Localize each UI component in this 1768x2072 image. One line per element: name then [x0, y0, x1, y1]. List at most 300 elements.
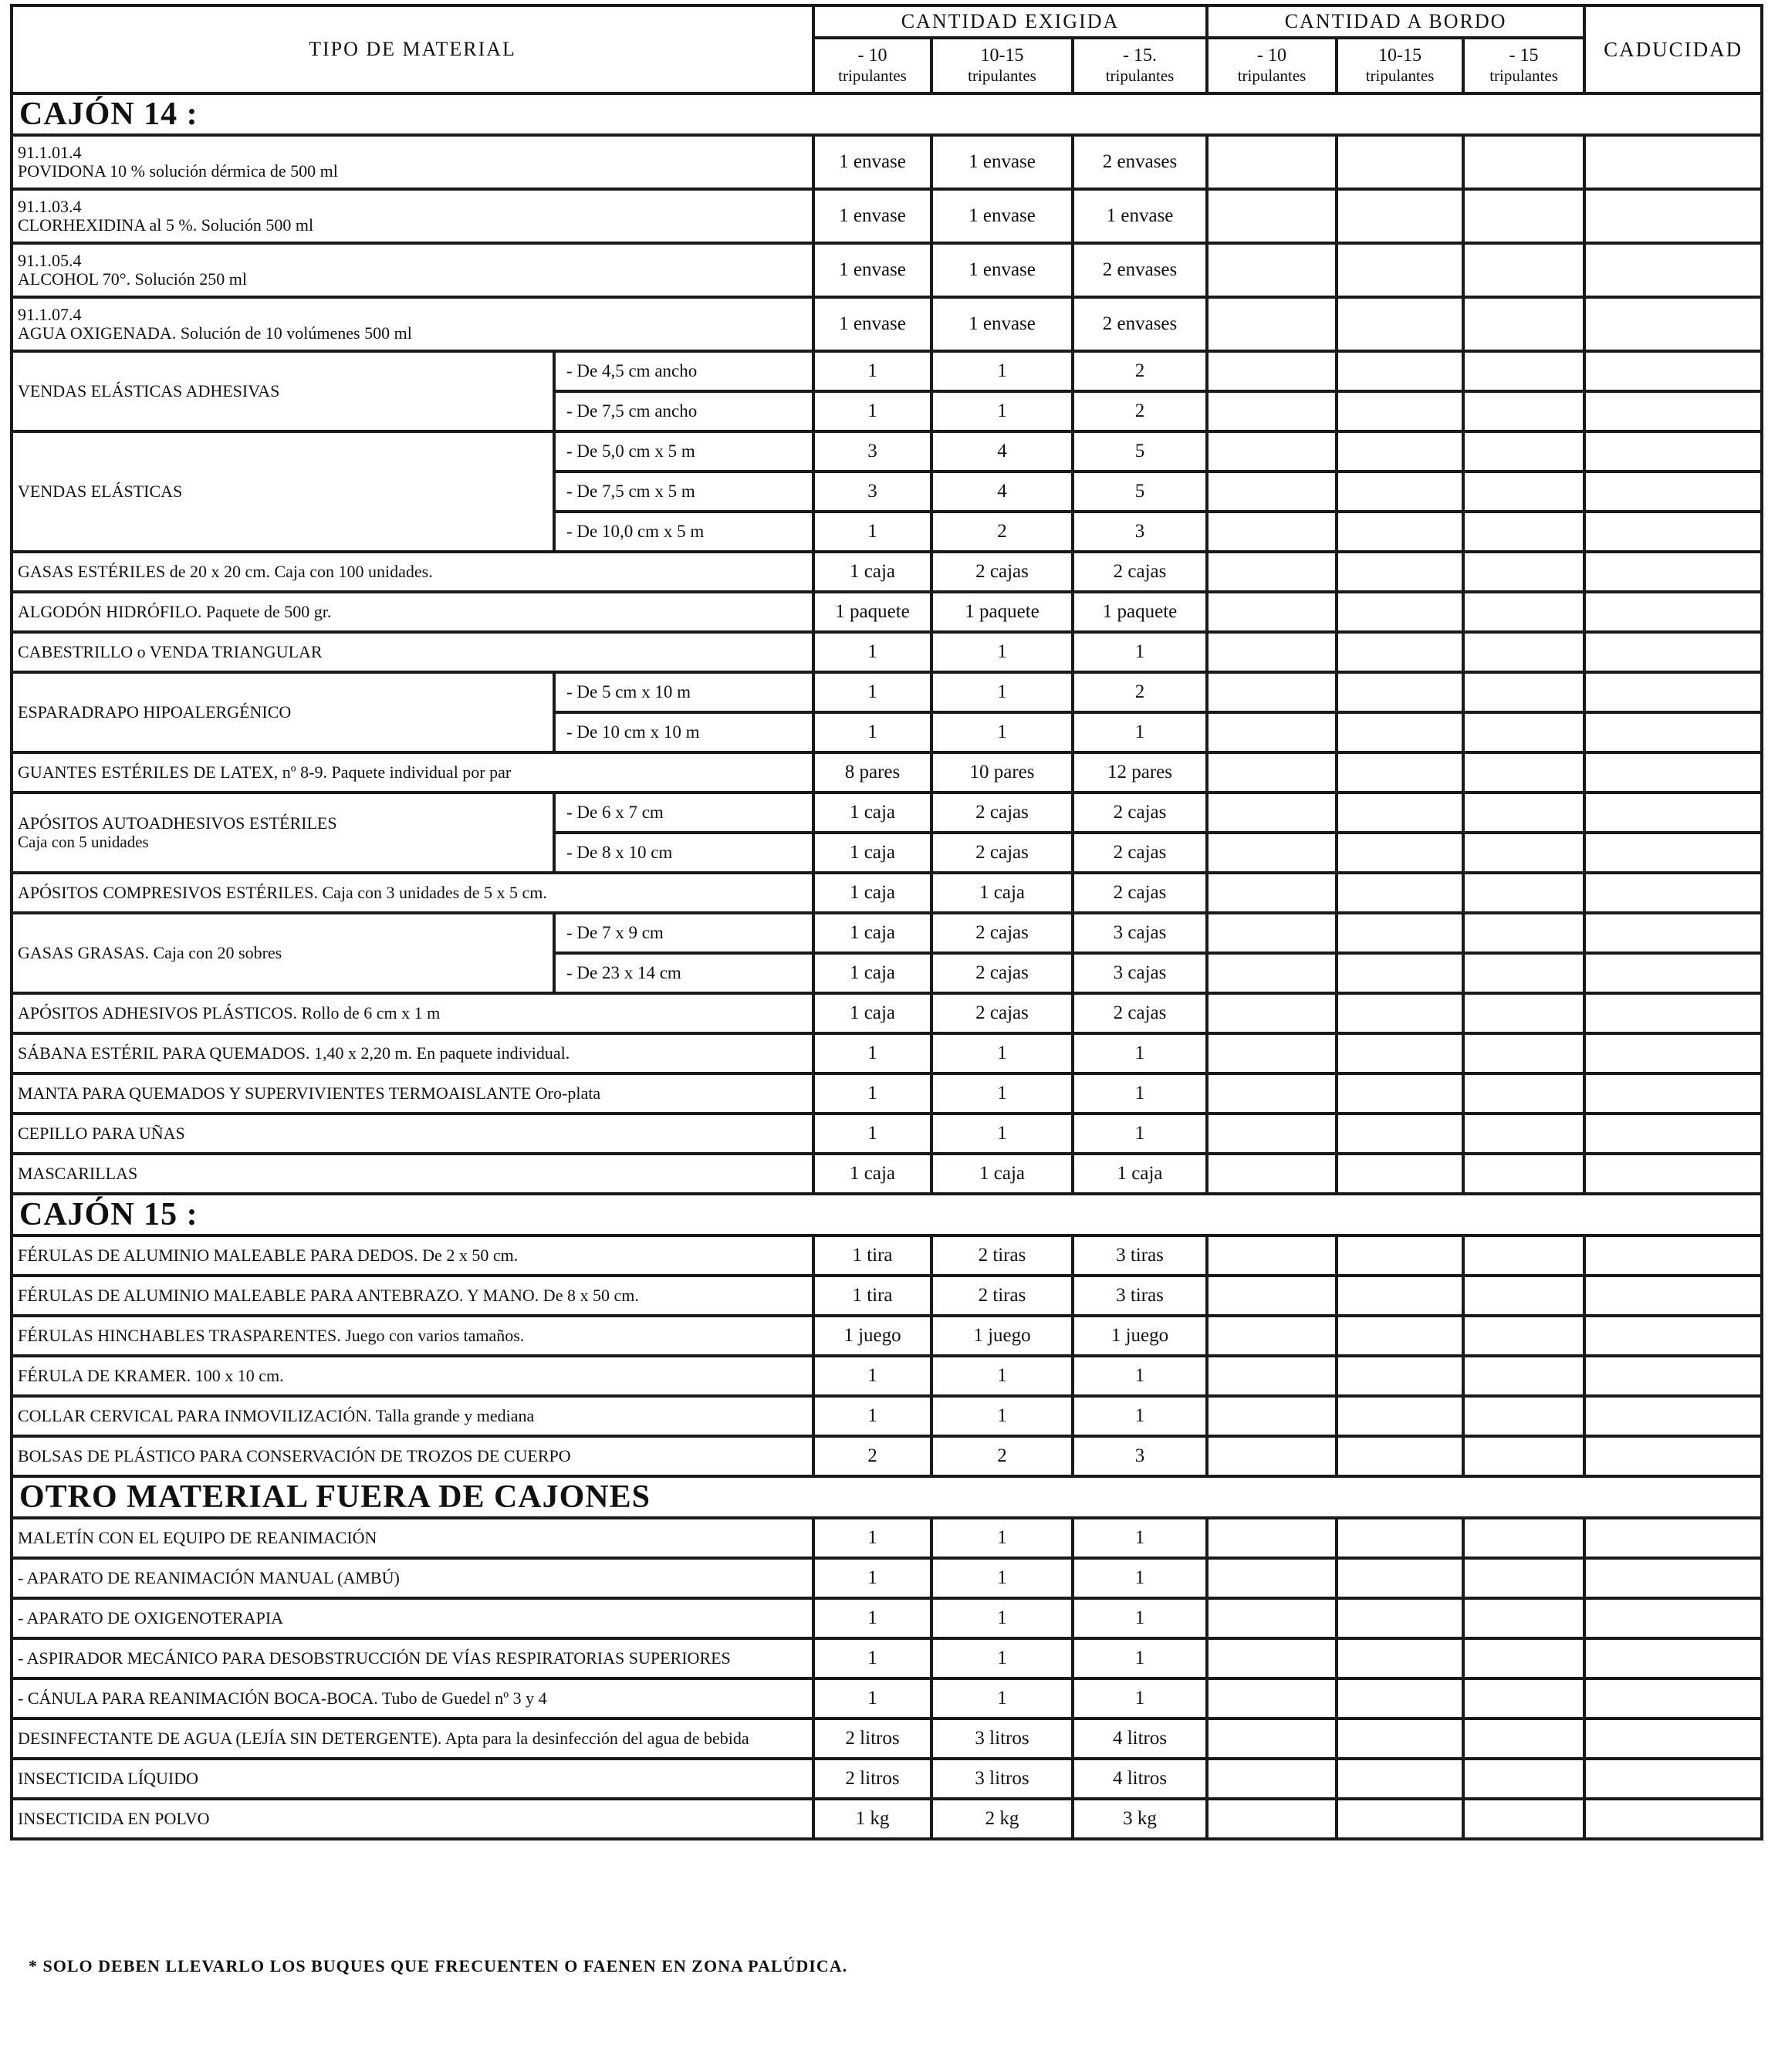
on-board-qty-cell[interactable] [1337, 873, 1463, 913]
expiry-cell[interactable] [1584, 391, 1762, 431]
on-board-qty-cell[interactable] [1337, 1638, 1463, 1678]
on-board-qty-cell[interactable] [1463, 793, 1584, 833]
item-name: GUANTES ESTÉRILES DE LATEX, nº 8-9. Paquete individual por par [12, 752, 813, 793]
on-board-qty-cell[interactable] [1463, 1396, 1584, 1436]
on-board-qty-cell[interactable] [1337, 1799, 1463, 1839]
required-qty: 1 envase [813, 189, 931, 243]
required-qty: 2 envases [1073, 297, 1207, 351]
table-row [12, 1719, 1762, 1759]
required-qty: 3 tiras [1073, 1276, 1207, 1316]
on-board-qty-cell[interactable] [1207, 1598, 1337, 1638]
inventory-sheet [10, 4, 1760, 1840]
required-qty: 1 [813, 1073, 931, 1114]
on-board-qty-cell[interactable] [1207, 793, 1337, 833]
expiry-cell[interactable] [1584, 431, 1762, 472]
on-board-qty-cell[interactable] [1207, 1678, 1337, 1719]
on-board-qty-cell[interactable] [1337, 632, 1463, 672]
on-board-qty-cell[interactable] [1337, 993, 1463, 1033]
item-name: MASCARILLAS [12, 1154, 813, 1194]
required-qty: 1 [931, 1678, 1073, 1719]
on-board-qty-cell[interactable] [1337, 189, 1463, 243]
on-board-qty-cell[interactable] [1337, 1073, 1463, 1114]
required-qty: 2 cajas [931, 993, 1073, 1033]
on-board-qty-cell[interactable] [1463, 592, 1584, 632]
on-board-qty-cell[interactable] [1463, 243, 1584, 297]
item-size: - De 5 cm x 10 m [554, 672, 813, 712]
inventory-table [10, 4, 1763, 1840]
required-qty: 1 [1073, 712, 1207, 752]
required-qty: 1 [1073, 1598, 1207, 1638]
table-row [12, 1759, 1762, 1799]
table-row [12, 1276, 1762, 1316]
on-board-qty-cell[interactable] [1463, 873, 1584, 913]
on-board-qty-cell[interactable] [1337, 1396, 1463, 1436]
table-row [12, 1558, 1762, 1598]
item-size: - De 6 x 7 cm [554, 793, 813, 833]
item-name: INSECTICIDA EN POLVO [12, 1799, 813, 1839]
table-row [12, 1396, 1762, 1436]
on-board-qty-cell[interactable] [1207, 297, 1337, 351]
required-qty: 1 [931, 1033, 1073, 1073]
required-qty: 1 envase [1073, 189, 1207, 243]
on-board-qty-cell[interactable] [1337, 351, 1463, 391]
on-board-qty-cell[interactable] [1463, 1719, 1584, 1759]
expiry-cell[interactable] [1584, 135, 1762, 189]
required-qty: 1 caja [813, 993, 931, 1033]
required-qty: 10 pares [931, 752, 1073, 793]
expiry-cell[interactable] [1584, 1759, 1762, 1799]
table-row [12, 672, 1762, 712]
item-name: ALCOHOL 70°. Solución 250 ml [18, 269, 248, 289]
item-note: Caja con 5 unidades [18, 833, 149, 851]
required-qty: 2 cajas [1073, 993, 1207, 1033]
item-name: BOLSAS DE PLÁSTICO PARA CONSERVACIÓN DE TROZOS DE CUERPO [12, 1436, 813, 1476]
on-board-qty-cell[interactable] [1463, 672, 1584, 712]
on-board-qty-cell[interactable] [1463, 351, 1584, 391]
on-board-qty-cell[interactable] [1207, 135, 1337, 189]
table-row [12, 1316, 1762, 1356]
required-qty: 3 cajas [1073, 953, 1207, 993]
expiry-cell[interactable] [1584, 1316, 1762, 1356]
required-qty: 4 litros [1073, 1759, 1207, 1799]
expiry-cell[interactable] [1584, 953, 1762, 993]
expiry-cell[interactable] [1584, 752, 1762, 793]
required-qty: 1 caja [1073, 1154, 1207, 1194]
required-qty: 1 caja [813, 833, 931, 873]
expiry-cell[interactable] [1584, 712, 1762, 752]
expiry-cell[interactable] [1584, 1638, 1762, 1678]
expiry-cell[interactable] [1584, 1518, 1762, 1558]
table-row [12, 135, 1762, 189]
required-qty: 4 [931, 431, 1073, 472]
required-qty: 1 envase [931, 243, 1073, 297]
on-board-qty-cell[interactable] [1463, 189, 1584, 243]
on-board-qty-cell[interactable] [1463, 752, 1584, 793]
on-board-qty-cell[interactable] [1463, 993, 1584, 1033]
required-qty: 2 tiras [931, 1235, 1073, 1276]
item-name: MANTA PARA QUEMADOS Y SUPERVIVIENTES TERMOAISLANTE Oro-plata [12, 1073, 813, 1114]
required-qty: 1 envase [813, 243, 931, 297]
expiry-cell[interactable] [1584, 351, 1762, 391]
section-row [12, 1476, 1762, 1518]
table-row [12, 243, 1762, 297]
table-row [12, 351, 1762, 391]
required-qty: 2 tiras [931, 1276, 1073, 1316]
item-group-name [12, 913, 554, 993]
on-board-qty-cell[interactable] [1463, 1638, 1584, 1678]
expiry-cell[interactable] [1584, 1033, 1762, 1073]
on-board-qty-cell[interactable] [1337, 1436, 1463, 1476]
required-qty: 2 [1073, 672, 1207, 712]
on-board-qty-cell[interactable] [1207, 672, 1337, 712]
on-board-qty-cell[interactable] [1337, 552, 1463, 592]
item-description [12, 297, 813, 351]
required-qty: 2 cajas [1073, 833, 1207, 873]
item-description [12, 189, 813, 243]
on-board-qty-cell[interactable] [1463, 552, 1584, 592]
on-board-qty-cell[interactable] [1337, 1719, 1463, 1759]
required-qty: 1 [1073, 1356, 1207, 1396]
required-qty: 1 [1073, 1073, 1207, 1114]
expiry-cell[interactable] [1584, 472, 1762, 512]
item-name: FÉRULAS DE ALUMINIO MALEABLE PARA ANTEBRAZO. Y MANO. De 8 x 50 cm. [12, 1276, 813, 1316]
on-board-qty-cell[interactable] [1463, 712, 1584, 752]
on-board-qty-cell[interactable] [1463, 297, 1584, 351]
on-board-qty-cell[interactable] [1207, 351, 1337, 391]
on-board-qty-cell[interactable] [1463, 472, 1584, 512]
item-group-name [12, 431, 554, 552]
expiry-cell[interactable] [1584, 1678, 1762, 1719]
item-name: INSECTICIDA LÍQUIDO [12, 1759, 813, 1799]
on-board-qty-cell[interactable] [1337, 1235, 1463, 1276]
expiry-cell[interactable] [1584, 1235, 1762, 1276]
on-board-qty-cell[interactable] [1207, 1033, 1337, 1073]
required-qty: 2 cajas [1073, 793, 1207, 833]
required-qty: 1 [931, 1114, 1073, 1154]
item-name: MALETÍN CON EL EQUIPO DE REANIMACIÓN [12, 1518, 813, 1558]
item-name: GASAS GRASAS. Caja con 20 sobres [18, 943, 282, 962]
expiry-cell[interactable] [1584, 632, 1762, 672]
required-qty: 1 [931, 1073, 1073, 1114]
on-board-qty-cell[interactable] [1337, 512, 1463, 552]
col-exigida-1: - 10 tripulantes [813, 38, 931, 93]
expiry-cell[interactable] [1584, 243, 1762, 297]
expiry-cell[interactable] [1584, 512, 1762, 552]
required-qty: 1 [931, 672, 1073, 712]
expiry-cell[interactable] [1584, 793, 1762, 833]
required-qty: 1 [813, 391, 931, 431]
on-board-qty-cell[interactable] [1463, 1154, 1584, 1194]
expiry-cell[interactable] [1584, 913, 1762, 953]
expiry-cell[interactable] [1584, 1436, 1762, 1476]
on-board-qty-cell[interactable] [1207, 1436, 1337, 1476]
required-qty: 1 [1073, 1114, 1207, 1154]
footnote: * SOLO DEBEN LLEVARLO LOS BUQUES QUE FRECUENTEN O FAENEN EN ZONA PALÚDICA. [29, 1956, 848, 1976]
expiry-cell[interactable] [1584, 592, 1762, 632]
expiry-cell[interactable] [1584, 672, 1762, 712]
required-qty: 1 caja [813, 1154, 931, 1194]
table-row [12, 189, 1762, 243]
on-board-qty-cell[interactable] [1463, 1759, 1584, 1799]
on-board-qty-cell[interactable] [1463, 1316, 1584, 1356]
required-qty: 1 caja [931, 873, 1073, 913]
on-board-qty-cell[interactable] [1337, 953, 1463, 993]
on-board-qty-cell[interactable] [1337, 297, 1463, 351]
on-board-qty-cell[interactable] [1463, 431, 1584, 472]
section-title: CAJÓN 14 : [12, 93, 1762, 135]
on-board-qty-cell[interactable] [1337, 1276, 1463, 1316]
on-board-qty-cell[interactable] [1337, 1356, 1463, 1396]
required-qty: 1 envase [931, 189, 1073, 243]
on-board-qty-cell[interactable] [1207, 993, 1337, 1033]
section-row [12, 93, 1762, 135]
required-qty: 1 caja [813, 793, 931, 833]
section-title: OTRO MATERIAL FUERA DE CAJONES [12, 1476, 1762, 1518]
on-board-qty-cell[interactable] [1337, 793, 1463, 833]
required-qty: 1 [813, 1638, 931, 1678]
required-qty: 1 [813, 672, 931, 712]
required-qty: 1 [813, 632, 931, 672]
item-name: APÓSITOS AUTOADHESIVOS ESTÉRILES [18, 813, 337, 833]
required-qty: 1 [1073, 1396, 1207, 1436]
required-qty: 1 juego [931, 1316, 1073, 1356]
item-name: VENDAS ELÁSTICAS ADHESIVAS [18, 381, 280, 401]
on-board-qty-cell[interactable] [1337, 1033, 1463, 1073]
on-board-qty-cell[interactable] [1463, 953, 1584, 993]
on-board-qty-cell[interactable] [1337, 1598, 1463, 1638]
table-row [12, 1518, 1762, 1558]
expiry-cell[interactable] [1584, 1799, 1762, 1839]
required-qty: 3 kg [1073, 1799, 1207, 1839]
section-title: CAJÓN 15 : [12, 1194, 1762, 1235]
on-board-qty-cell[interactable] [1463, 135, 1584, 189]
on-board-qty-cell[interactable] [1463, 1518, 1584, 1558]
item-name: CEPILLO PARA UÑAS [12, 1114, 813, 1154]
on-board-qty-cell[interactable] [1463, 1073, 1584, 1114]
required-qty: 3 litros [931, 1759, 1073, 1799]
required-qty: 2 envases [1073, 243, 1207, 297]
required-qty: 1 paquete [931, 592, 1073, 632]
on-board-qty-cell[interactable] [1207, 1316, 1337, 1356]
on-board-qty-cell[interactable] [1337, 672, 1463, 712]
required-qty: 1 envase [931, 297, 1073, 351]
on-board-qty-cell[interactable] [1207, 632, 1337, 672]
table-row [12, 1033, 1762, 1073]
item-group-name [12, 672, 554, 752]
required-qty: 1 caja [931, 1154, 1073, 1194]
on-board-qty-cell[interactable] [1207, 712, 1337, 752]
item-description [12, 135, 813, 189]
on-board-qty-cell[interactable] [1463, 512, 1584, 552]
on-board-qty-cell[interactable] [1207, 1558, 1337, 1598]
required-qty: 2 cajas [931, 913, 1073, 953]
required-qty: 1 paquete [813, 592, 931, 632]
item-size: - De 10,0 cm x 5 m [554, 512, 813, 552]
on-board-qty-cell[interactable] [1463, 1436, 1584, 1476]
tipo-material-header: TIPO DE MATERIAL [12, 5, 813, 93]
on-board-qty-cell[interactable] [1463, 1235, 1584, 1276]
on-board-qty-cell[interactable] [1207, 243, 1337, 297]
table-row [12, 873, 1762, 913]
required-qty: 1 [931, 1558, 1073, 1598]
on-board-qty-cell[interactable] [1337, 472, 1463, 512]
required-qty: 1 [813, 351, 931, 391]
expiry-cell[interactable] [1584, 1558, 1762, 1598]
required-qty: 3 cajas [1073, 913, 1207, 953]
required-qty: 1 [813, 512, 931, 552]
on-board-qty-cell[interactable] [1207, 431, 1337, 472]
required-qty: 4 litros [1073, 1719, 1207, 1759]
required-qty: 1 paquete [1073, 592, 1207, 632]
inventory-body [12, 93, 1762, 1839]
on-board-qty-cell[interactable] [1207, 1073, 1337, 1114]
required-qty: 1 kg [813, 1799, 931, 1839]
on-board-qty-cell[interactable] [1207, 472, 1337, 512]
expiry-cell[interactable] [1584, 1598, 1762, 1638]
on-board-qty-cell[interactable] [1463, 1033, 1584, 1073]
required-qty: 1 [813, 1114, 931, 1154]
required-qty: 1 [931, 1518, 1073, 1558]
on-board-qty-cell[interactable] [1207, 189, 1337, 243]
required-qty: 1 [813, 1518, 931, 1558]
expiry-cell[interactable] [1584, 1719, 1762, 1759]
table-row [12, 552, 1762, 592]
on-board-qty-cell[interactable] [1337, 431, 1463, 472]
on-board-qty-cell[interactable] [1337, 135, 1463, 189]
on-board-qty-cell[interactable] [1463, 833, 1584, 873]
on-board-qty-cell[interactable] [1207, 592, 1337, 632]
on-board-qty-cell[interactable] [1207, 1638, 1337, 1678]
on-board-qty-cell[interactable] [1337, 1316, 1463, 1356]
required-qty: 1 [1073, 1638, 1207, 1678]
on-board-qty-cell[interactable] [1207, 1235, 1337, 1276]
required-qty: 1 envase [931, 135, 1073, 189]
on-board-qty-cell[interactable] [1207, 873, 1337, 913]
expiry-cell[interactable] [1584, 297, 1762, 351]
on-board-qty-cell[interactable] [1207, 1276, 1337, 1316]
on-board-qty-cell[interactable] [1337, 1678, 1463, 1719]
on-board-qty-cell[interactable] [1207, 1759, 1337, 1799]
item-size: - De 7 x 9 cm [554, 913, 813, 953]
on-board-qty-cell[interactable] [1463, 1114, 1584, 1154]
expiry-cell[interactable] [1584, 1396, 1762, 1436]
table-row [12, 1154, 1762, 1194]
item-name: SÁBANA ESTÉRIL PARA QUEMADOS. 1,40 x 2,20 m. En paquete individual. [12, 1033, 813, 1073]
item-group-name [12, 793, 554, 873]
on-board-qty-cell[interactable] [1337, 1154, 1463, 1194]
on-board-qty-cell[interactable] [1337, 1558, 1463, 1598]
item-name: - ASPIRADOR MECÁNICO PARA DESOBSTRUCCIÓN DE VÍAS RESPIRATORIAS SUPERIORES [12, 1638, 813, 1678]
on-board-qty-cell[interactable] [1463, 1598, 1584, 1638]
required-qty: 1 [931, 391, 1073, 431]
on-board-qty-cell[interactable] [1207, 512, 1337, 552]
required-qty: 3 tiras [1073, 1235, 1207, 1276]
required-qty: 1 [1073, 632, 1207, 672]
expiry-cell[interactable] [1584, 873, 1762, 913]
col-bordo-2: 10-15 tripulantes [1337, 38, 1463, 93]
on-board-qty-cell[interactable] [1207, 1799, 1337, 1839]
expiry-cell[interactable] [1584, 1276, 1762, 1316]
on-board-qty-cell[interactable] [1207, 833, 1337, 873]
on-board-qty-cell[interactable] [1337, 592, 1463, 632]
required-qty: 1 [813, 1558, 931, 1598]
required-qty: 2 litros [813, 1719, 931, 1759]
on-board-qty-cell[interactable] [1337, 833, 1463, 873]
on-board-qty-cell[interactable] [1337, 712, 1463, 752]
required-qty: 5 [1073, 472, 1207, 512]
on-board-qty-cell[interactable] [1337, 243, 1463, 297]
on-board-qty-cell[interactable] [1337, 391, 1463, 431]
required-qty: 1 [813, 1356, 931, 1396]
on-board-qty-cell[interactable] [1463, 1276, 1584, 1316]
required-qty: 3 [813, 431, 931, 472]
required-qty: 4 [931, 472, 1073, 512]
on-board-qty-cell[interactable] [1207, 1518, 1337, 1558]
table-row [12, 913, 1762, 953]
on-board-qty-cell[interactable] [1463, 632, 1584, 672]
on-board-qty-cell[interactable] [1207, 1114, 1337, 1154]
on-board-qty-cell[interactable] [1463, 913, 1584, 953]
item-code: 91.1.05.4 [18, 251, 82, 270]
required-qty: 5 [1073, 431, 1207, 472]
required-qty: 2 cajas [1073, 552, 1207, 592]
on-board-qty-cell[interactable] [1207, 913, 1337, 953]
on-board-qty-cell[interactable] [1207, 552, 1337, 592]
on-board-qty-cell[interactable] [1463, 1678, 1584, 1719]
expiry-cell[interactable] [1584, 993, 1762, 1033]
required-qty: 2 [931, 1436, 1073, 1476]
cantidad-a-bordo-header: CANTIDAD A BORDO [1207, 5, 1584, 38]
required-qty: 1 [931, 1356, 1073, 1396]
required-qty: 2 litros [813, 1759, 931, 1799]
required-qty: 1 [813, 1678, 931, 1719]
on-board-qty-cell[interactable] [1207, 1356, 1337, 1396]
item-size: - De 8 x 10 cm [554, 833, 813, 873]
on-board-qty-cell[interactable] [1463, 391, 1584, 431]
expiry-cell[interactable] [1584, 1356, 1762, 1396]
required-qty: 1 [1073, 1033, 1207, 1073]
on-board-qty-cell[interactable] [1463, 1799, 1584, 1839]
on-board-qty-cell[interactable] [1337, 1518, 1463, 1558]
required-qty: 3 [1073, 1436, 1207, 1476]
expiry-cell[interactable] [1584, 1114, 1762, 1154]
on-board-qty-cell[interactable] [1207, 752, 1337, 793]
required-qty: 2 kg [931, 1799, 1073, 1839]
expiry-cell[interactable] [1584, 833, 1762, 873]
on-board-qty-cell[interactable] [1463, 1558, 1584, 1598]
item-name: APÓSITOS ADHESIVOS PLÁSTICOS. Rollo de 6 cm x 1 m [12, 993, 813, 1033]
item-code: 91.1.01.4 [18, 143, 82, 162]
on-board-qty-cell[interactable] [1463, 1356, 1584, 1396]
on-board-qty-cell[interactable] [1337, 913, 1463, 953]
on-board-qty-cell[interactable] [1337, 1114, 1463, 1154]
item-name: FÉRULAS HINCHABLES TRASPARENTES. Juego con varios tamaños. [12, 1316, 813, 1356]
on-board-qty-cell[interactable] [1207, 1154, 1337, 1194]
on-board-qty-cell[interactable] [1337, 752, 1463, 793]
on-board-qty-cell[interactable] [1337, 1759, 1463, 1799]
on-board-qty-cell[interactable] [1207, 1719, 1337, 1759]
on-board-qty-cell[interactable] [1207, 953, 1337, 993]
expiry-cell[interactable] [1584, 189, 1762, 243]
on-board-qty-cell[interactable] [1207, 1396, 1337, 1436]
expiry-cell[interactable] [1584, 1154, 1762, 1194]
item-description [12, 243, 813, 297]
item-code: 91.1.07.4 [18, 305, 82, 324]
on-board-qty-cell[interactable] [1207, 391, 1337, 431]
expiry-cell[interactable] [1584, 1073, 1762, 1114]
required-qty: 1 caja [813, 913, 931, 953]
expiry-cell[interactable] [1584, 552, 1762, 592]
